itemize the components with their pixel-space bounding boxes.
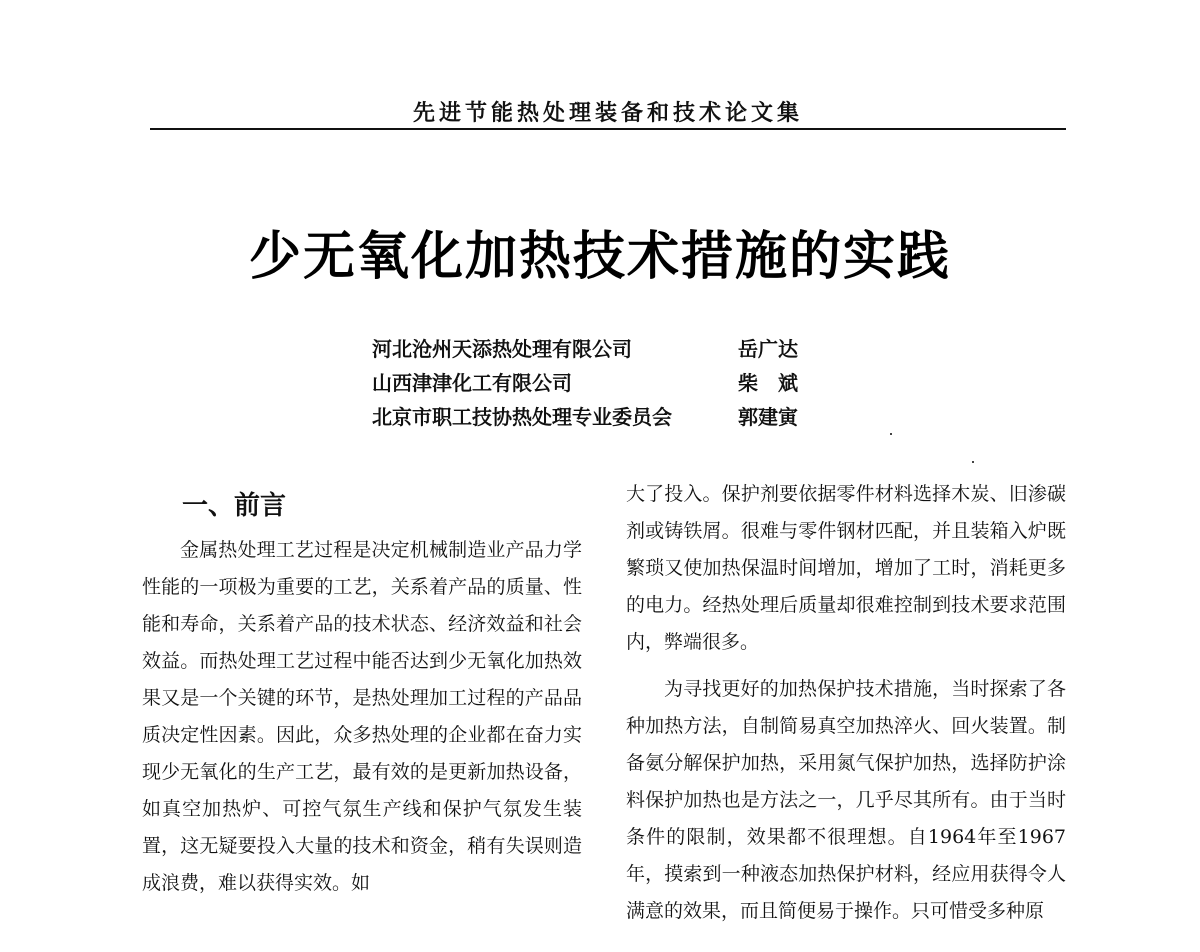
intro-paragraph: 金属热处理工艺过程是决定机械制造业产品力学性能的一项极为重要的工艺，关系着产品的质量、性能和寿命，关系着产品的技术状态、经济效益和社会效益。而热处理工艺过程中能否达到少无氧化加热效果又是一个关键的环节，是热处理加工过程的产品品质决定性因素。因此，众多热处理的企业都在奋力实现少无氧化的生产工艺，最有效的是更新加热设备，如真空加热炉、可控气氛生产线和保护气氛发生装置，这无疑要投入大量的技术和资金，稍有失误则造成浪费，难以获得实效。如 bbox=[142, 539, 582, 894]
author-name: 郭建寅 bbox=[738, 405, 798, 429]
scan-speck bbox=[890, 433, 892, 435]
section-heading-intro: 一、前言 bbox=[182, 491, 287, 521]
scan-speck bbox=[972, 461, 974, 463]
right-column bbox=[626, 476, 1066, 930]
running-header bbox=[150, 96, 1066, 130]
author-name: 柴 斌 bbox=[738, 371, 798, 395]
body-paragraph: 为寻找更好的加热保护技术措施，当时探索了各种加热方法，自制简易真空加热淬火、回火装置。制备氨分解保护加热，采用氮气保护加热，选择防护涂料保护加热也是方法之一，几乎尽其所有。由于当时条件的限制，效果都不很理想。自1964年至1967年，摸索到一种液态加热保护材料，经应用获得令人满意的效果，而且简便易于操作。只可惜受多种原 bbox=[626, 678, 1066, 922]
author-affiliation: 河北沧州天添热处理有限公司 bbox=[372, 337, 632, 361]
continued-paragraph: 大了投入。保护剂要依据零件材料选择木炭、旧渗碳剂或铸铁屑。很难与零件钢材匹配，并且装箱入炉既繁琐又使加热保温时间增加，增加了工时，消耗更多的电力。经热处理后质量却很难控制到技术要求范围内，弊端很多。 bbox=[626, 483, 1066, 653]
author-name: 岳广达 bbox=[738, 337, 798, 361]
left-column bbox=[142, 476, 582, 902]
author-row bbox=[372, 332, 852, 366]
author-affiliation: 北京市职工技协热处理专业委员会 bbox=[372, 405, 672, 429]
author-list bbox=[372, 332, 852, 434]
author-affiliation: 山西津津化工有限公司 bbox=[372, 371, 572, 395]
paper-title: 少无氧化加热技术措施的实践 bbox=[248, 226, 951, 287]
author-row bbox=[372, 400, 852, 434]
running-header-title: 先进节能热处理装备和技术论文集 bbox=[412, 101, 803, 126]
author-row bbox=[372, 366, 852, 400]
